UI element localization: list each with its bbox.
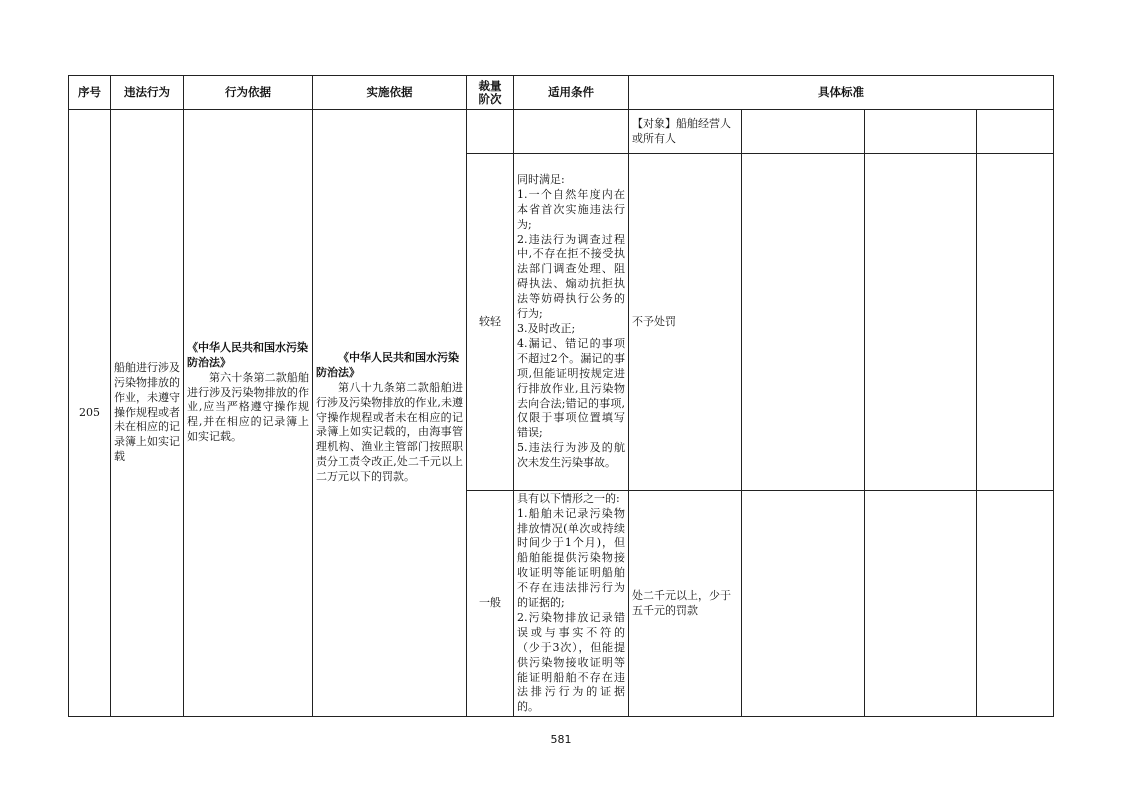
- header-level-line1: 裁量: [478, 78, 502, 93]
- impl-title: 《中华人民共和国水污染防治法》: [316, 350, 459, 379]
- row-basis: [184, 110, 313, 717]
- header-level-line2: 阶次: [478, 91, 502, 106]
- level-empty-1: [742, 491, 865, 717]
- basis-title: 《中华人民共和国水污染防治法》: [187, 340, 308, 369]
- header-impl: 实施依据: [313, 76, 467, 110]
- header-level: [467, 76, 514, 110]
- condition-line: 2.污染物排放记录错误或与事实不符的（少于3次），但能提供污染物接收证明等能证明船舶不存在违法排污行为的证据的。: [517, 610, 625, 714]
- penalty-standard-table: [68, 75, 1054, 717]
- header-cond: 适用条件: [514, 76, 629, 110]
- condition-line: 同时满足:: [517, 172, 565, 186]
- condition-line: 5.违法行为涉及的航次未发生污染事故。: [517, 441, 625, 470]
- header-standard: 具体标准: [629, 76, 1054, 110]
- basis-text: 第六十条第二款船舶进行涉及污染物排放的作业,应当严格遵守操作规程,并在相应的记录簿上如实记载。: [187, 370, 309, 444]
- level-empty-1: [742, 154, 865, 491]
- object-label: 【对象】船舶经营人或所有人: [629, 110, 742, 154]
- condition-line: 2.违法行为调查过程中,不存在拒不接受执法部门调查处理、阻碍执法、煽动抗拒执法等妨碍执行公务的行为;: [517, 232, 625, 321]
- object-level-cell: [467, 110, 514, 154]
- object-empty-2: [865, 110, 977, 154]
- header-basis: 行为依据: [184, 76, 313, 110]
- level-empty-3: [977, 154, 1054, 491]
- condition-line: 4.漏记、错记的事项不超过2个。漏记的事项,但能证明按规定进行排放作业,且污染物去向合法;错记的事项,仅限于事项位置填写错误;: [517, 336, 625, 440]
- row-seq: 205: [69, 110, 111, 717]
- object-cond-cell: [514, 110, 629, 154]
- object-row: [69, 110, 1054, 154]
- level-empty-3: [977, 491, 1054, 717]
- object-empty-1: [742, 110, 865, 154]
- level-name: 较轻: [467, 154, 514, 491]
- row-act: 船舶进行涉及污染物排放的作业，未遵守操作规程或者未在相应的记录簿上如实记载: [111, 110, 184, 717]
- level-name: 一般: [467, 491, 514, 717]
- condition-line: 具有以下情形之一的:: [517, 491, 620, 505]
- header-act: 违法行为: [111, 76, 184, 110]
- level-empty-2: [865, 154, 977, 491]
- header-seq: 序号: [69, 76, 111, 110]
- object-empty-3: [977, 110, 1054, 154]
- condition-line: 1.一个自然年度内在本省首次实施违法行为;: [517, 187, 625, 231]
- level-standard: 处二千元以上，少于五千元的罚款: [629, 491, 742, 717]
- level-conditions: [514, 491, 629, 717]
- level-standard: 不予处罚: [629, 154, 742, 491]
- impl-text: 第八十九条第二款船舶进行涉及污染物排放的作业,未遵守操作规程或者未在相应的记录簿上如实记载的，由海事管理机构、渔业主管部门按照职责分工责令改正,处二千元以上二万元以下的罚款。: [316, 380, 463, 484]
- condition-line: 3.及时改正;: [517, 322, 576, 335]
- level-empty-2: [865, 491, 977, 717]
- page-number: 581: [550, 733, 572, 746]
- header-row: [69, 76, 1054, 110]
- row-impl: [313, 110, 467, 717]
- condition-line: 1.船舶未记录污染物排放情况(单次或持续时间少于1个月)，但船舶能提供污染物接收证明等能证明船舶不存在违法排污行为的证据的;: [517, 506, 625, 610]
- level-conditions: [514, 154, 629, 491]
